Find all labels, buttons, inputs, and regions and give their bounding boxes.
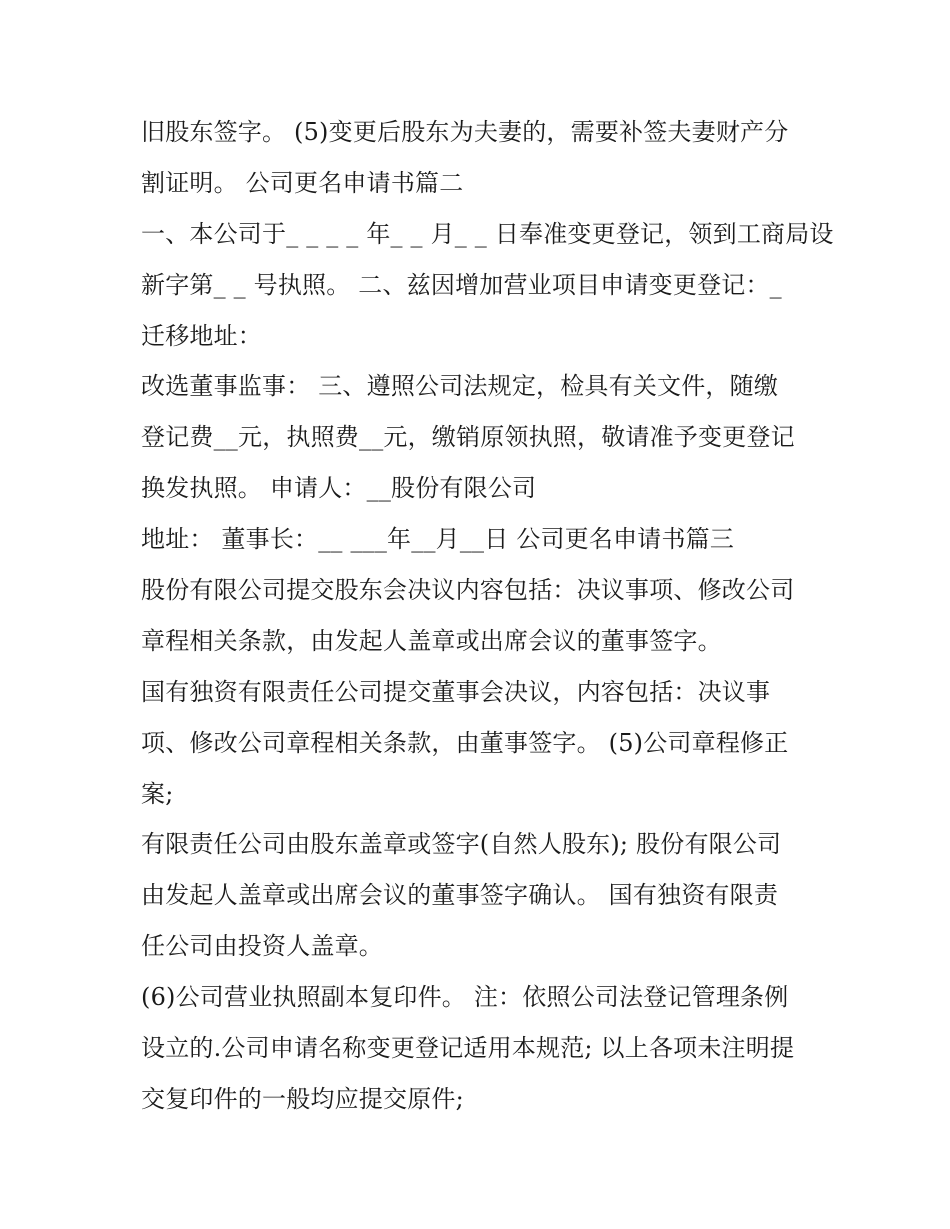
text-line: 设立的.公司申请名称变更登记适用本规范; 以上各项未注明提 bbox=[141, 1034, 795, 1063]
text-line: 地址： 董事长：__ ___年__月__日 公司更名申请书篇三 bbox=[141, 525, 735, 554]
text-line: 迁移地址： bbox=[141, 321, 262, 350]
text-line: (6)公司营业执照副本复印件。 注：依照公司法登记管理条例 bbox=[141, 983, 789, 1012]
text-line: 登记费__元，执照费__元，缴销原领执照，敬请准予变更登记 bbox=[141, 423, 795, 452]
text-line: 国有独资有限责任公司提交董事会决议，内容包括：决议事 bbox=[141, 677, 771, 706]
text-line: 章程相关条款，由发起人盖章或出席会议的董事签字。 bbox=[141, 626, 722, 655]
text-line: 新字第_ _ 号执照。 二、兹因增加营业项目申请变更登记：_ bbox=[141, 270, 782, 299]
text-line: 交复印件的一般均应提交原件; bbox=[141, 1084, 464, 1113]
text-line: 案; bbox=[141, 779, 174, 808]
text-line: 股份有限公司提交股东会决议内容包括：决议事项、修改公司 bbox=[141, 576, 795, 605]
text-line: 换发执照。 申请人：__股份有限公司 bbox=[141, 474, 537, 503]
text-line: 有限责任公司由股东盖章或签字(自然人股东); 股份有限公司 bbox=[141, 830, 782, 859]
text-line: 旧股东签字。 (5)变更后股东为夫妻的，需要补签夫妻财产分 bbox=[141, 118, 789, 146]
text-line: 改选董事监事： 三、遵照公司法规定，检具有关文件，随缴 bbox=[141, 372, 779, 401]
text-line: 由发起人盖章或出席会议的董事签字确认。 国有独资有限责 bbox=[141, 881, 779, 910]
text-line: 项、修改公司章程相关条款，由董事签字。 (5)公司章程修正 bbox=[141, 728, 789, 757]
text-line: 一、本公司于_ _ _ _ 年_ _ 月_ _ 日奉准变更登记，领到工商局设 bbox=[141, 219, 834, 248]
document-body bbox=[141, 107, 834, 1125]
text-line: 割证明。 公司更名申请书篇二 bbox=[141, 168, 464, 197]
text-line: 任公司由投资人盖章。 bbox=[141, 932, 383, 961]
